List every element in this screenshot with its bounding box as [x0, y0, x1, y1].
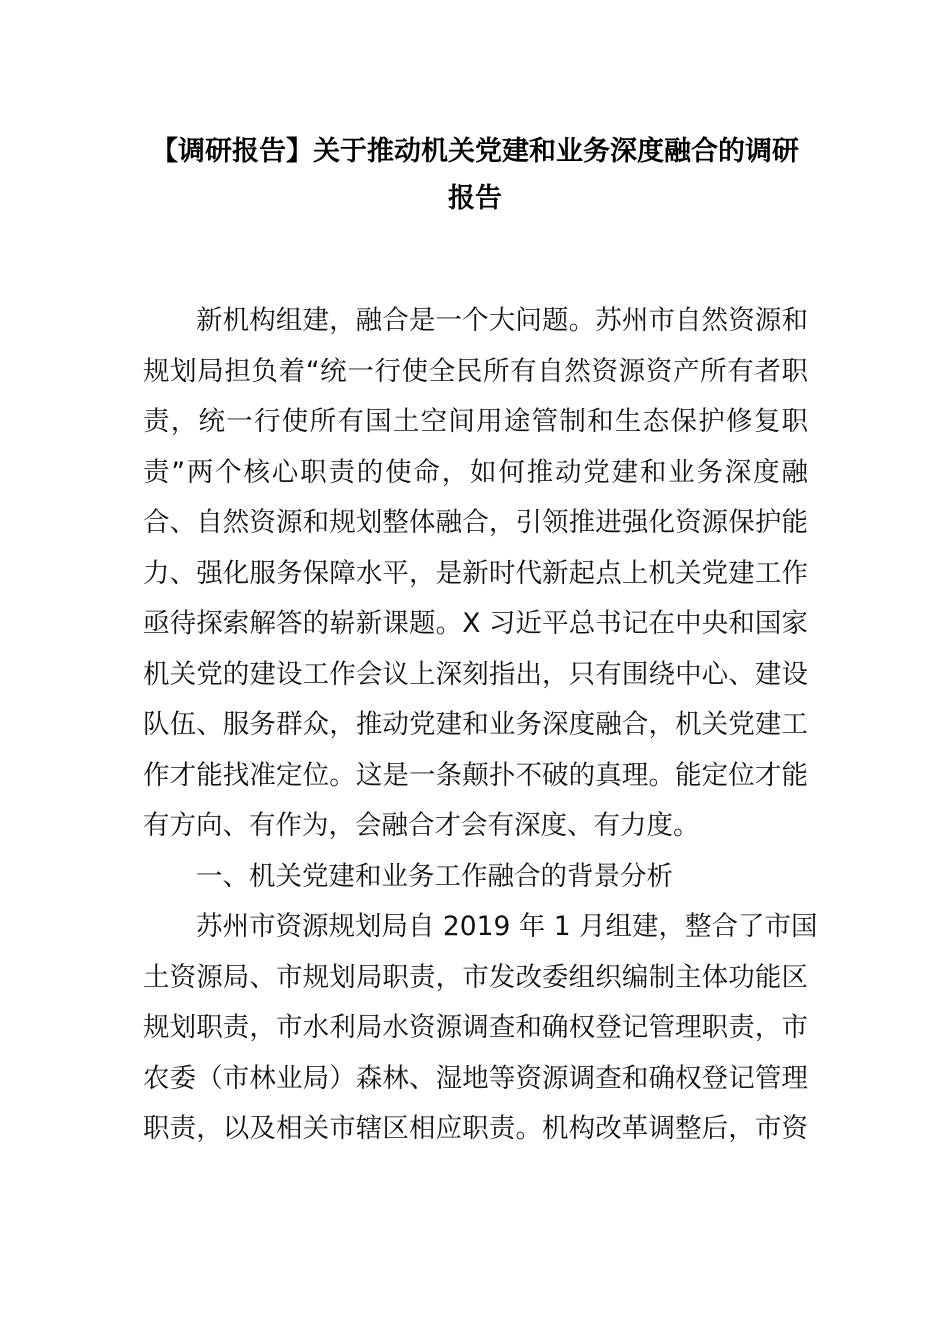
text-line: 有方向、有作为，会融合才会有深度、有力度。: [143, 810, 700, 841]
text-line: 新机构组建，融合是一个大问题。苏州市自然资源和: [196, 305, 808, 336]
text-line: 土资源局、市规划局职责，市发改委组织编制主体功能区: [143, 961, 808, 993]
text-line: 责，统一行使所有国土空间用途管制和生态保护修复职: [143, 406, 808, 437]
text-line: 合、自然资源和规划整体融合，引领推进强化资源保护能: [143, 507, 808, 538]
text-line: 职责，以及相关市辖区相应职责。机构改革调整后，市资: [143, 1113, 808, 1144]
paragraph-background: [143, 902, 818, 1155]
heading-line: 一、机关党建和业务工作融合的背景分析: [196, 860, 673, 892]
text-line: 队伍、服务群众，推动党建和业务深度融合，机关党建工: [143, 709, 808, 740]
text-line: 规划职责，市水利局水资源调查和确权登记管理职责，市: [143, 1012, 808, 1043]
title-line: 【调研报告】关于推动机关党建和业务深度融合的调研: [151, 136, 799, 167]
text-line: 责”两个核心职责的使命，如何推动党建和业务深度融: [143, 456, 808, 488]
document-title: [120, 128, 830, 222]
text-line: 规划局担负着“统一行使全民所有自然资源资产所有者职: [143, 355, 808, 387]
text-line: 农委（市林业局）森林、湿地等资源调查和确权登记管理: [143, 1062, 808, 1094]
text-line: 机关党的建设工作会议上深刻指出，只有围绕中心、建设: [143, 658, 808, 690]
section-heading: [143, 852, 808, 903]
title-line: 报告: [448, 183, 502, 214]
text-line: 亟待探索解答的崭新课题。X 习近平总书记在中央和国家: [143, 608, 808, 639]
paragraph-intro: [143, 296, 808, 852]
text-line: 作才能找准定位。这是一条颠扑不破的真理。能定位才能: [143, 759, 808, 791]
text-line: 力、强化服务保障水平，是新时代新起点上机关党建工作: [143, 557, 808, 589]
text-line: 苏州市资源规划局自 2019 年 1 月组建，整合了市国: [196, 911, 818, 942]
document-body: [143, 296, 818, 1155]
